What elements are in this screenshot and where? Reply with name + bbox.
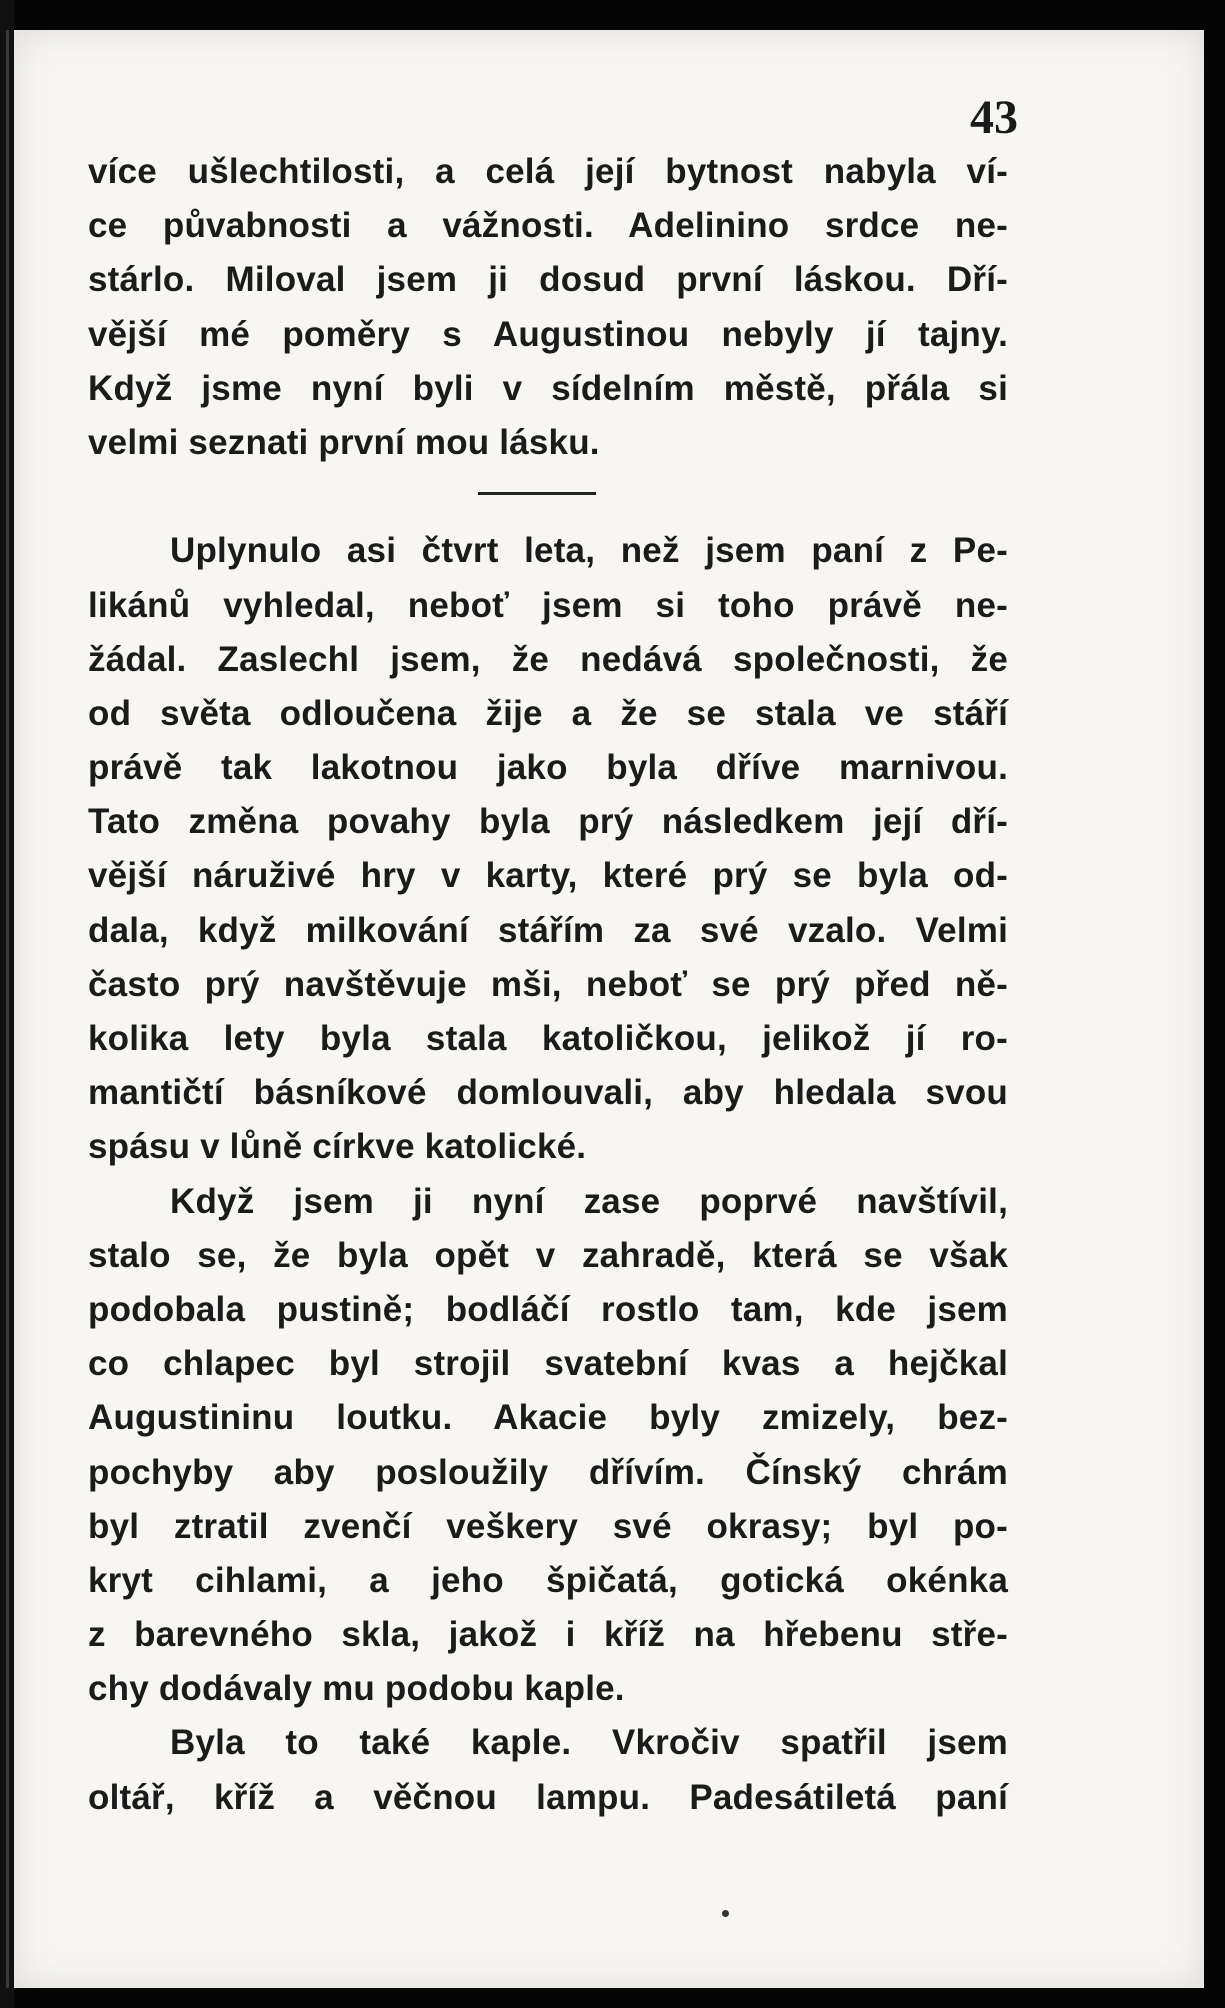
- gutter-line: [6, 30, 9, 1988]
- text-line: stárlo. Miloval jsem ji dosud první láskou. Dří-: [88, 260, 1008, 300]
- text-line: pochyby aby posloužily dřívím. Čínský chrám: [88, 1452, 1008, 1492]
- text-line: stalo se, že byla opět v zahradě, která se však: [88, 1235, 1008, 1275]
- text-line: Byla to také kaple. Vkročiv spatřil jsem: [170, 1723, 1008, 1763]
- text-line: vější mé poměry s Augustinou nebyly jí tajny.: [88, 314, 1008, 354]
- print-speck: [722, 1910, 729, 1917]
- page-text: [88, 145, 1008, 1825]
- text-line: chy dodávaly mu podobu kaple.: [88, 1669, 625, 1709]
- text-line: ce půvabnosti a vážnosti. Adelinino srdce ne-: [88, 206, 1008, 246]
- text-line: oltář, kříž a věčnou lampu. Padesátiletá paní: [88, 1777, 1008, 1817]
- text-line: právě tak lakotnou jako byla dříve marnivou.: [88, 748, 1008, 788]
- text-line: kryt cihlami, a jeho špičatá, gotická okénka: [88, 1560, 1008, 1600]
- text-line: Uplynulo asi čtvrt leta, než jsem paní z Pe-: [170, 531, 1008, 571]
- divider-rule: [478, 492, 596, 495]
- text-line: Když jsem ji nyní zase poprvé navštívil,: [170, 1181, 1008, 1221]
- text-line: kolika lety byla stala katoličkou, jelikož jí ro-: [88, 1019, 1008, 1058]
- text-line: podobala pustině; bodláčí rostlo tam, kde jsem: [88, 1289, 1008, 1329]
- text-line: byl ztratil zvenčí veškery své okrasy; byl po-: [88, 1506, 1008, 1546]
- page-number: 43: [970, 91, 1018, 144]
- book-gutter: [0, 0, 14, 2008]
- text-line: z barevného skla, jakož i kříž na hřebenu stře-: [88, 1615, 1008, 1655]
- text-line: často prý navštěvuje mši, neboť se prý před ně-: [88, 964, 1008, 1004]
- text-line: Augustininu loutku. Akacie byly zmizely, bez-: [88, 1398, 1008, 1438]
- text-line: dala, když milkování stářím za své vzalo. Velmi: [88, 910, 1008, 950]
- text-line: vější náruživé hry v karty, které prý se byla od-: [88, 856, 1008, 896]
- text-line: velmi seznati první mou lásku.: [88, 422, 600, 462]
- text-line: žádal. Zaslechl jsem, že nedává společnosti, že: [88, 639, 1008, 679]
- text-line: mantičtí básníkové domlouvali, aby hledala svou: [88, 1073, 1008, 1113]
- text-line: Když jsme nyní byli v sídelním městě, přála si: [88, 368, 1008, 408]
- section-divider: [88, 470, 1008, 524]
- text-line: spásu v lůně církve katolické.: [88, 1127, 587, 1167]
- text-line: co chlapec byl strojil svatební kvas a hejčkal: [88, 1344, 1008, 1384]
- text-line: více ušlechtilosti, a celá její bytnost nabyla ví-: [88, 152, 1008, 191]
- text-line: Tato změna povahy byla prý následkem její dří-: [88, 802, 1008, 842]
- text-line: od světa odloučena žije a že se stala ve stáří: [88, 693, 1008, 733]
- text-line: likánů vyhledal, neboť jsem si toho právě ne-: [88, 585, 1008, 625]
